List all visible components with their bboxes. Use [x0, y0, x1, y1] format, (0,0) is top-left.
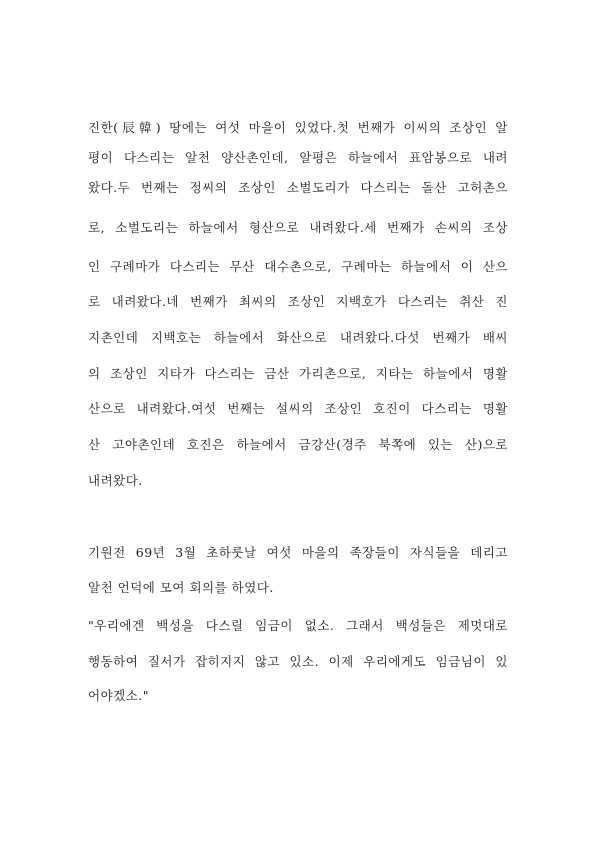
text-line: 로 내려왔다.네 번째가 최씨의 조상인 지백호가 다스리는 취산 진 — [88, 294, 508, 309]
text-line: 행동하여 질서가 잡히지지 않고 있소. 이제 우리에게도 임금님이 있 — [88, 654, 508, 669]
text-line: 로, 소벌도리는 하늘에서 형산으로 내려왔다.세 번째가 손씨의 조상 — [88, 220, 508, 235]
text-line: 기원전 69년 3월 초하룻날 여섯 마을의 족장들이 자식들을 데리고 — [88, 545, 508, 560]
text-line: 평이 다스리는 알천 양산촌인데, 알평은 하늘에서 표암봉으로 내려 — [88, 150, 508, 165]
text-line: 알천 언덕에 모여 회의를 하였다. — [88, 580, 274, 595]
text-line: 산 고야촌인데 호진은 하늘에서 금강산(경주 북쪽에 있는 산)으로 — [88, 437, 508, 452]
text-line: 내려왔다. — [88, 473, 143, 488]
text-line: 의 조상인 지타가 다스리는 금산 가리촌으로, 지타는 하늘에서 명활 — [88, 366, 508, 381]
text-line: 지촌인데 지백호는 하늘에서 화산으로 내려왔다.다섯 번째가 배씨 — [88, 330, 508, 345]
text-line: 인 구례마가 다스리는 무산 대수촌으로, 구례마는 하늘에서 이 산으 — [88, 259, 508, 274]
text-line: 진한(辰韓) 땅에는 여섯 마을이 있었다.첫 번째가 이씨의 조상인 알 — [88, 120, 508, 135]
text-line: "우리에겐 백성을 다스릴 임금이 없소. 그래서 백성들은 제멋대로 — [88, 618, 508, 633]
text-line: 산으로 내려왔다.여섯 번째는 설씨의 조상인 호진이 다스리는 명활 — [88, 401, 508, 416]
text-line: 왔다.두 번째는 정씨의 조상인 소벌도리가 다스리는 돌산 고허촌으 — [88, 180, 508, 195]
text-line: 어야겠소." — [88, 688, 150, 703]
